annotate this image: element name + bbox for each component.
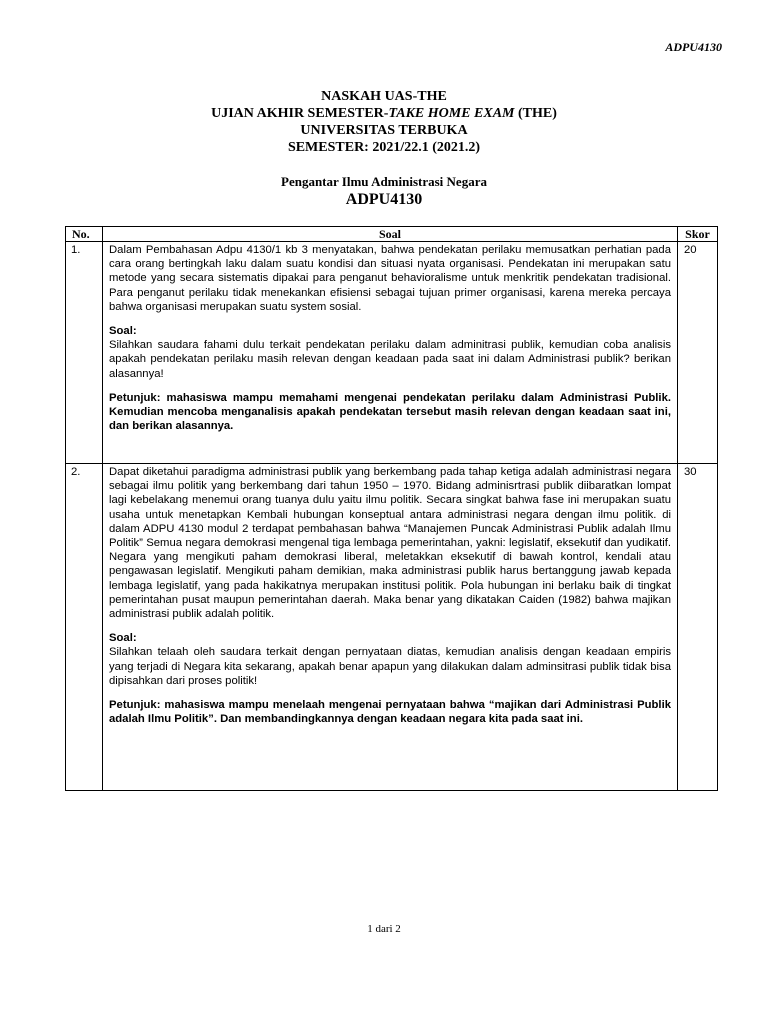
header-line-2-c: (THE) <box>514 106 557 121</box>
header-line-2 <box>0 105 768 122</box>
header-line-4: SEMESTER: 2021/22.1 (2021.2) <box>287 140 481 155</box>
soal-label: Soal: <box>109 632 137 645</box>
exam-header <box>0 88 768 156</box>
course-name: Pengantar Ilmu Administrasi Negara <box>281 174 487 189</box>
table-row <box>66 242 718 464</box>
course-code: ADPU4130 <box>345 191 423 208</box>
course-title-block <box>0 174 768 210</box>
soal-text: Silahkan telaah oleh saudara terkait dengan pernyataan diatas, kemudian analisis dengan keadaan empiris yang terjadi di Negara kita sekarang, apakah benar apapun yang dilakukan dalam adminsitrasi publik tidak bisa dipisahkan dari proses politik! <box>109 646 671 687</box>
question-intro: Dapat diketahui paradigma administrasi publik yang berkembang pada tahap ketiga adalah administrasi negara sebagai ilmu politik yang berkembang dari tahun 1950 – 1970. Bidang adminisrtrasi publik diibaratkan lompat lagi kebelakang menemui orang tuanya dulu yaitu ilmu politik. Secara singkat bahwa fase ini merupakan suatu usaha untuk menetapkan Kembali hubungan konseptual antara administrasi negara dengan ilmu politik. di dalam ADPU 4130 modul 2 terdapat pembahasan bahwa “Manajemen Puncak Administrasi Publik adalah Ilmu Politik” Semua negara demokrasi mengenal tiga lembaga pemerintahan, yakni: legislatif, eksekutif dan yudikatif. Negara yang mengikuti paham demokrasi liberal, meletakkan eksekutif di bawah kontrol, kendali atau pengawasan legislatif. Mengikuti paham demikian, maka administrasi publik harus bertanggung jawab kepada lembaga legislatif, yang pada hakikatnya merupakan institusi politik. Pola hubungan ini berlaku baik di tingkat pemerintahan pusat maupun pemerintahan daerah. Maka benar yang dikatakan Caiden (1982) bahwa majikan administrasi publik adalah politik. <box>109 466 671 621</box>
question-score: 30 <box>678 464 718 791</box>
header-line-2-a: UJIAN AKHIR SEMESTER- <box>211 106 389 121</box>
page-number: 1 dari 2 <box>367 923 401 935</box>
header-line-1: NASKAH UAS-THE <box>321 89 447 104</box>
header-soal: Soal <box>103 227 678 242</box>
table-row <box>66 464 718 791</box>
header-line-3: UNIVERSITAS TERBUKA <box>300 123 468 138</box>
question-content <box>103 242 678 464</box>
soal-text: Silahkan saudara fahami dulu terkait pendekatan perilaku dalam adminitrasi publik, kemudian coba analisis apakah pendekatan perilaku masih relevan dengan keadaan pada saat ini dalam Administrasi publik? berikan alasannya! <box>109 339 671 380</box>
petunjuk-text: Petunjuk: mahasiswa mampu menelaah mengenai pernyataan bahwa “majikan dari Administrasi Publik adalah Ilmu Politik”. Dan membandingkannya dengan keadaan negara kita pada saat ini. <box>109 699 671 726</box>
soal-label: Soal: <box>109 325 137 338</box>
question-score: 20 <box>678 242 718 464</box>
question-table <box>65 226 718 791</box>
header-no: No. <box>66 227 103 242</box>
petunjuk-text: Petunjuk: mahasiswa mampu memahami mengenai pendekatan perilaku dalam Administrasi Publik. Kemudian mencoba menganalisis apakah pendekatan tersebut masih relevan dengan keadaan saat ini, dan berikan alasannya. <box>109 391 671 433</box>
document-code: ADPU4130 <box>665 40 722 54</box>
question-number: 2. <box>66 464 103 791</box>
header-line-2-italic: TAKE HOME EXAM <box>388 106 515 121</box>
question-intro: Dalam Pembahasan Adpu 4130/1 kb 3 menyatakan, bahwa pendekatan perilaku memusatkan perhatian pada cara orang bertingkah laku dalam suatu kondisi dan situasi nyata organisasi. Pendekatan ini merupakan satu metode yang secara sistematis dipakai para penganut behavioralisme untuk menkritik pendekatan tradisional. Para penganut perilaku tidak menekankan efisiensi sebagai tujuan primer organisasi, karena mereka percaya bahwa organisasi merupakan suatu system sosial. <box>109 244 671 313</box>
question-content <box>103 464 678 791</box>
header-skor: Skor <box>678 227 718 242</box>
table-header-row <box>66 227 718 242</box>
question-number: 1. <box>66 242 103 464</box>
